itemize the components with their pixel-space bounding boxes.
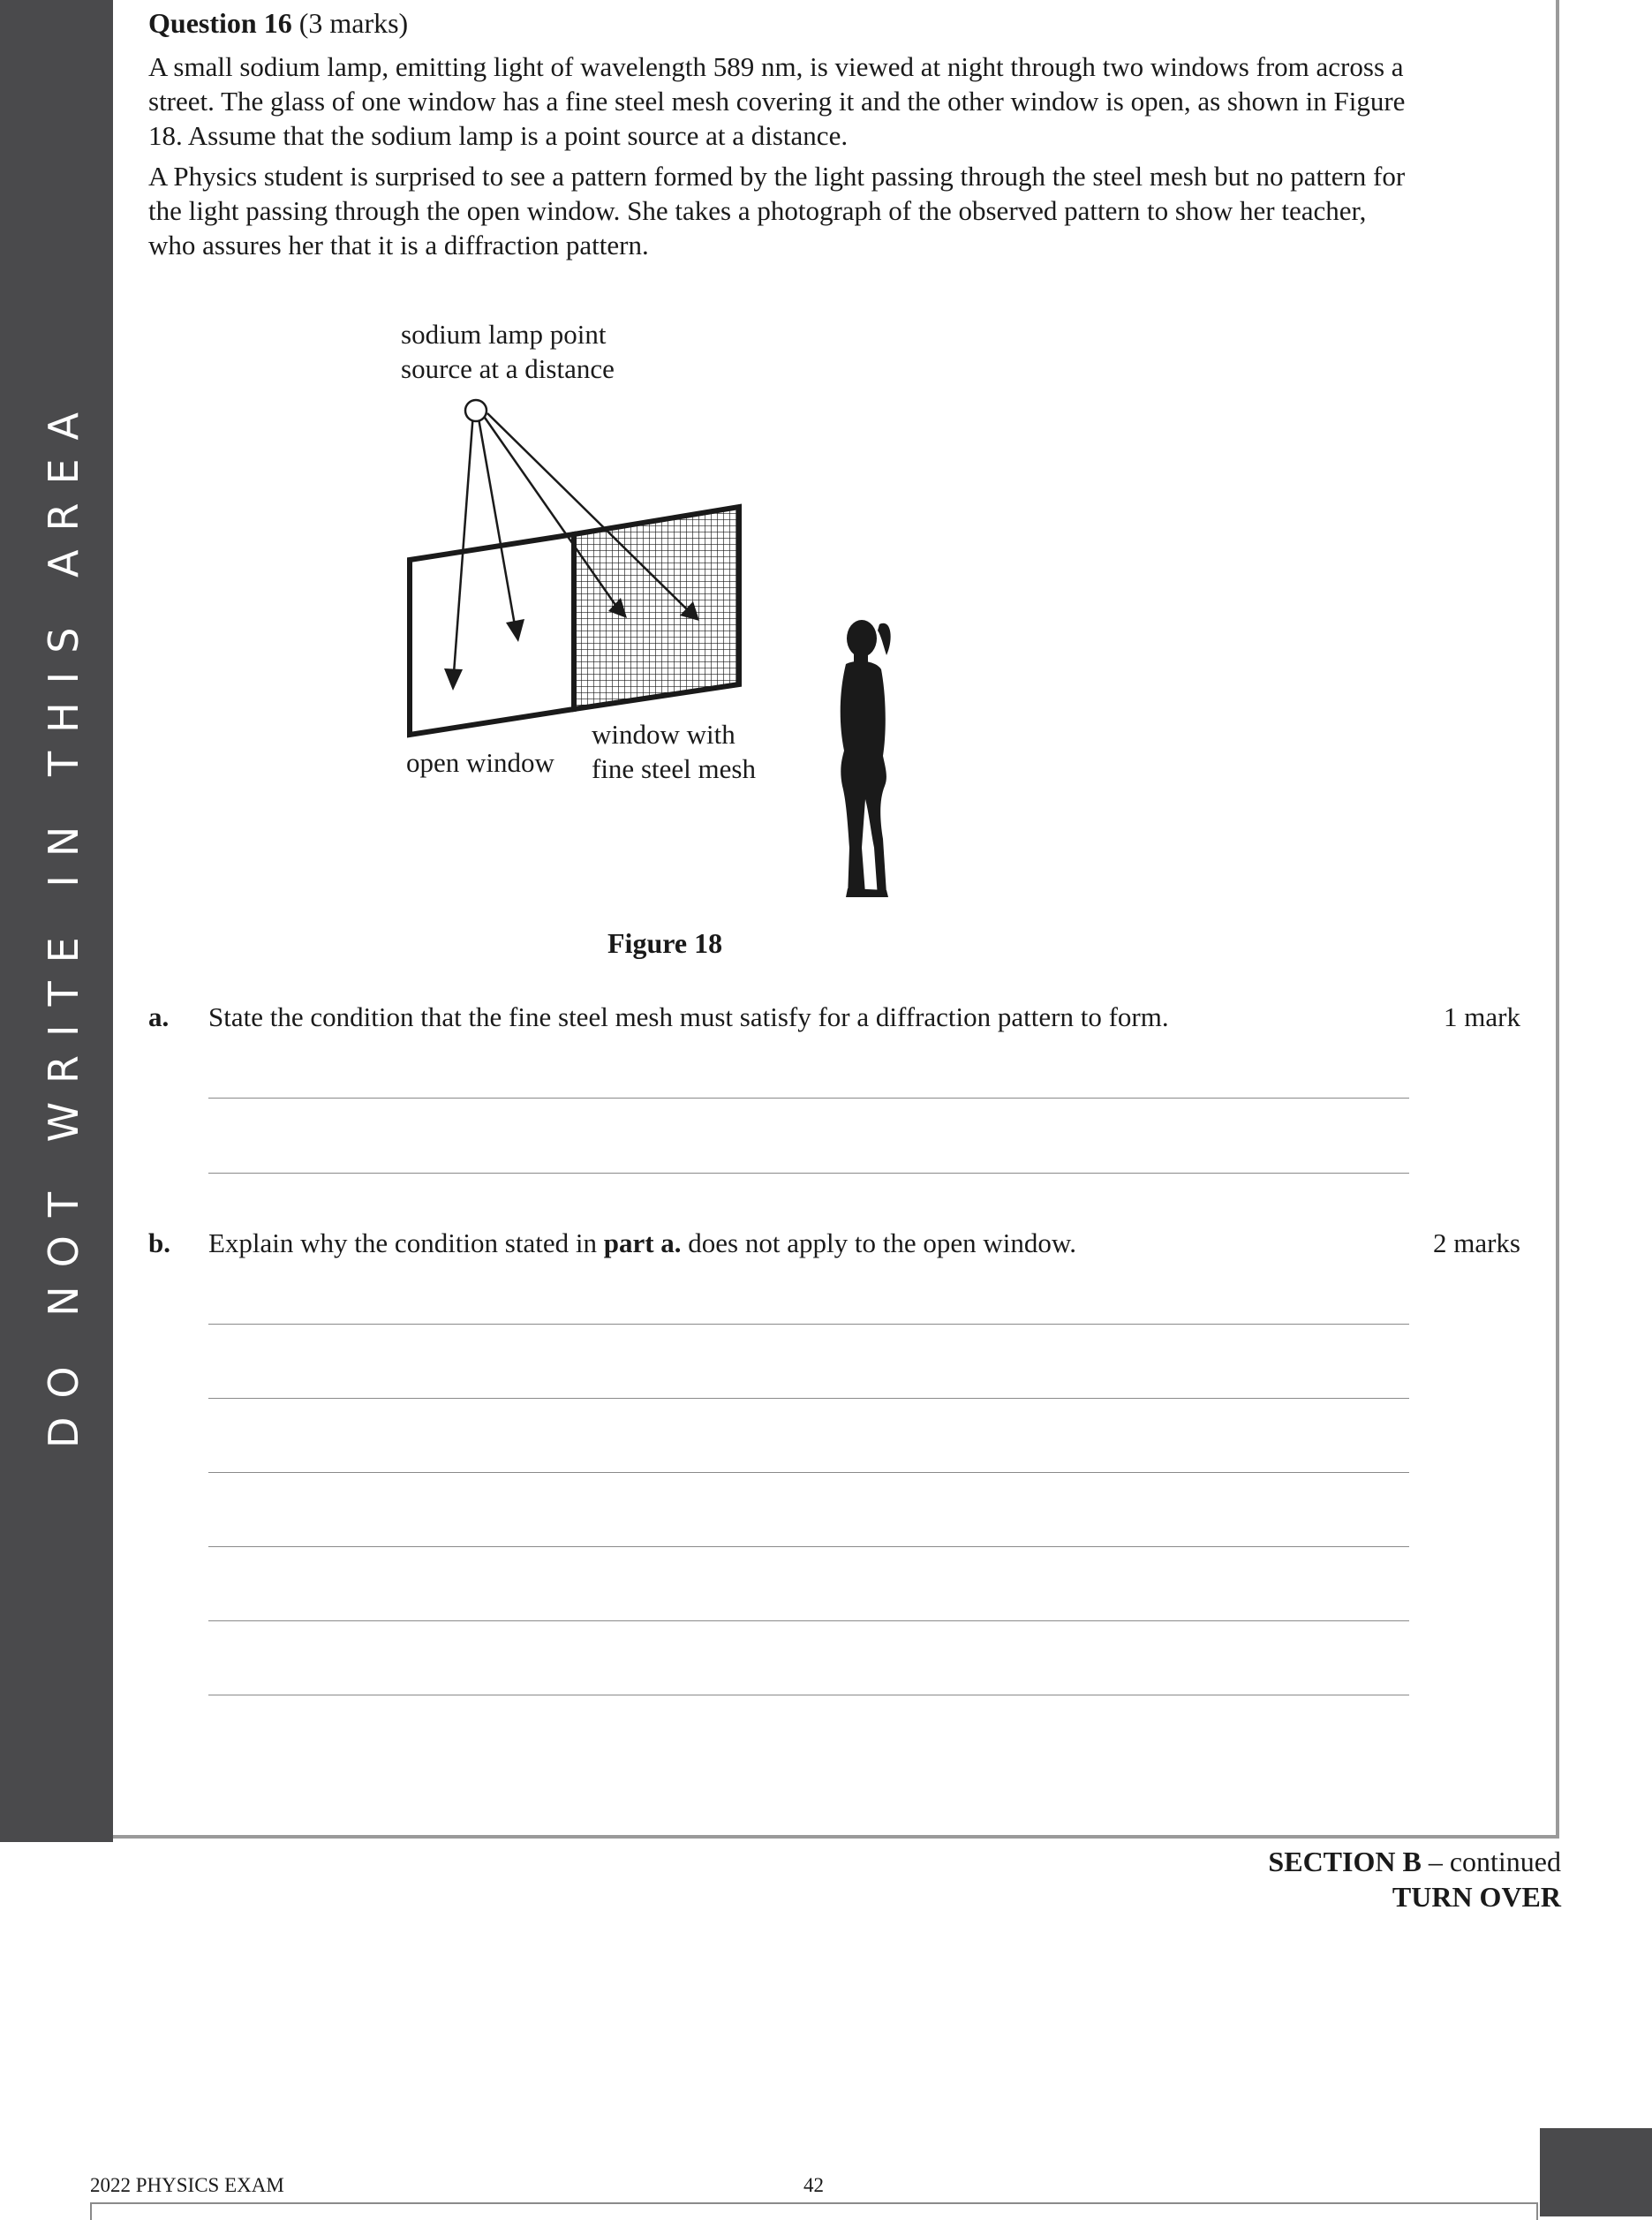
part-a-letter: a. [148, 1001, 170, 1032]
mesh-window [574, 507, 739, 709]
part-a-question: State the condition that the fine steel mesh must satisfy for a diffraction pattern to form. [208, 1001, 1169, 1032]
part-a-answer-line-2[interactable] [208, 1173, 1409, 1174]
part-b-text-after: does not apply to the open window. [681, 1227, 1076, 1258]
open-window [410, 534, 574, 735]
mesh-window-label-line-1: window with [592, 719, 735, 750]
continued-suffix: – continued [1421, 1846, 1561, 1877]
student-silhouette-icon [841, 620, 891, 897]
footer-exam-title: 2022 PHYSICS EXAM [90, 2174, 284, 2196]
margin-warning-text: DO NOT WRITE IN THIS AREA [40, 393, 87, 1449]
part-a-marks: 1 mark [1444, 1001, 1520, 1032]
continued-line [1268, 1844, 1561, 1879]
part-b-answer-line-3[interactable] [208, 1472, 1409, 1473]
continued-section: SECTION B [1268, 1846, 1422, 1877]
lamp-label-line-2: source at a distance [401, 353, 615, 384]
open-window-label: open window [406, 747, 554, 778]
question-marks: (3 marks) [298, 7, 409, 39]
lamp-label-line-1: sodium lamp point [401, 319, 607, 350]
figure-18-diagram [0, 0, 1652, 971]
section-continued [1268, 1844, 1561, 1914]
question-title: Question 16 [148, 7, 292, 39]
part-b-letter: b. [148, 1227, 170, 1258]
part-b-question [208, 1227, 1076, 1259]
question-paragraph-1: A small sodium lamp, emitting light of wavelength 589 nm, is viewed at night through two windows from across a street. The glass of one window has a fine steel mesh covering it and the other window is open, as shown in Figure 18. Assume that the sodium lamp is a point source at a distance. [148, 51, 1406, 151]
page-corner-tab [1540, 2128, 1652, 2216]
figure-caption: Figure 18 [607, 927, 723, 959]
turn-over-text: TURN OVER [1392, 1881, 1561, 1913]
part-b-marks: 2 marks [1432, 1227, 1520, 1258]
part-b-answer-line-2[interactable] [208, 1398, 1409, 1399]
turn-over [1268, 1879, 1561, 1914]
part-b-answer-line-4[interactable] [208, 1546, 1409, 1547]
part-b-text-bold: part a. [603, 1227, 682, 1258]
part-a-answer-line-1[interactable] [208, 1098, 1409, 1099]
part-b-answer-line-1[interactable] [208, 1324, 1409, 1325]
part-b-answer-line-5[interactable] [208, 1620, 1409, 1621]
footer-border-box [90, 2202, 1538, 2220]
mesh-window-label-line-2: fine steel mesh [592, 753, 756, 784]
footer-page-number: 42 [803, 2174, 824, 2196]
sodium-lamp-icon [465, 400, 487, 421]
question-paragraph-2: A Physics student is surprised to see a pattern formed by the light passing through the steel mesh but no pattern for the light passing through the open window. She takes a photograph of the observed pattern to show her teacher, who assures her that it is a diffraction pattern. [148, 161, 1406, 261]
part-b-text-before: Explain why the condition stated in [208, 1227, 604, 1258]
